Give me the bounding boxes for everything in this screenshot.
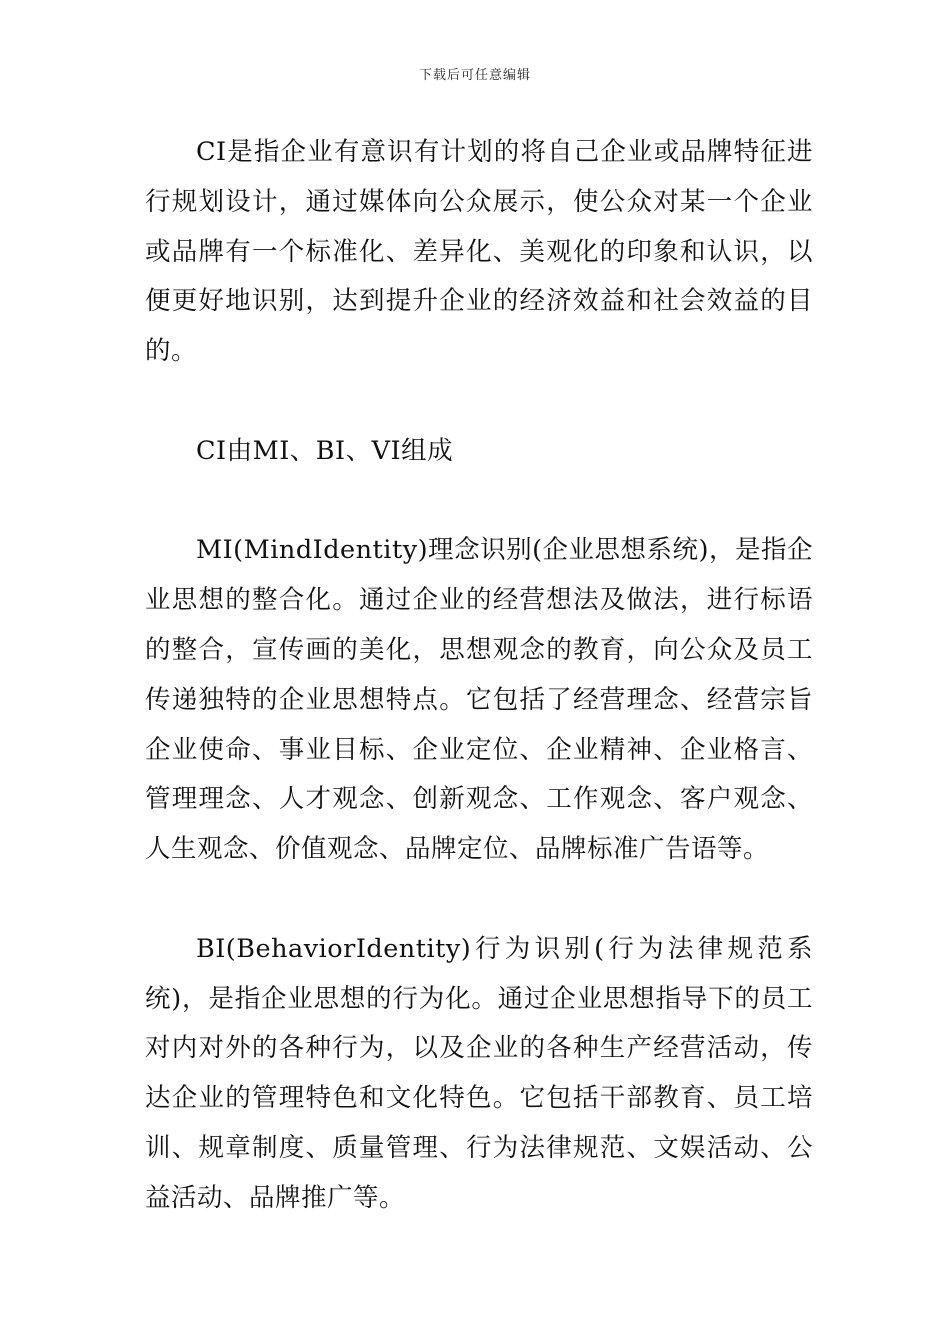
paragraph-spacer [145, 875, 813, 925]
paragraph-mi: MI(MindIdentity)理念识别(企业思想系统)，是指企业思想的整合化。通过企业的经营想法及做法，进行标语的整合，宣传画的美化，思想观念的教育，向公众及员工传递独特的企业思想特点。它包括了经营理念、经营宗旨企业使命、事业目标、企业定位、企业精神、企业格言、管理理念、人才观念、创新观念、工作观念、客户观念、人生观念、价值观念、品牌定位、品牌标准广告语等。 [145, 535, 813, 865]
paragraph-ci-definition: CI是指企业有意识有计划的将自己企业或品牌特征进行规划设计，通过媒体向公众展示，使公众对某一个企业或品牌有一个标准化、差异化、美观化的印象和认识，以便更好地识别，达到提升企业的经济效益和社会效益的目的。 [145, 137, 813, 367]
paragraph-spacer [145, 477, 813, 527]
document-body [145, 128, 813, 1224]
paragraph-spacer [145, 377, 813, 427]
page-header: 下载后可任意编辑 [418, 68, 531, 83]
paragraph-ci-components: CI由MI、BI、VI组成 [196, 435, 454, 466]
paragraph-bi: BI(BehaviorIdentity)行为识别(行为法律规范系统)，是指企业思想的行为化。通过企业思想指导下的员工对内对外的各种行为，以及企业的各种生产经营活动，传达企业的管理特色和文化特色。它包括干部教育、员工培训、规章制度、质量管理、行为法律规范、文娱活动、公益活动、品牌推广等。 [145, 933, 813, 1213]
